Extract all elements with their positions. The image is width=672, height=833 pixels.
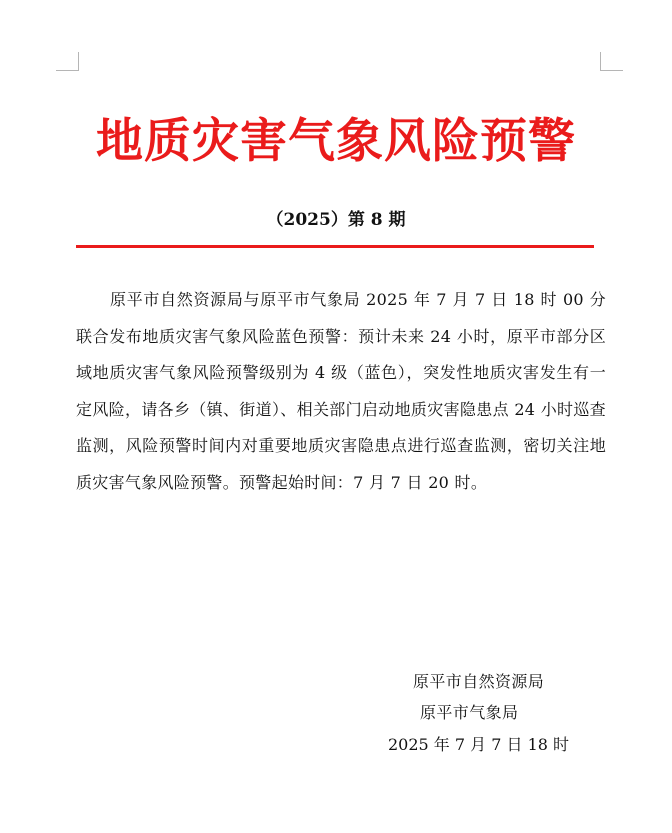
issuer-meteorological-bureau: 原平市气象局 — [420, 703, 519, 722]
document-title: 地质灾害气象风险预警 — [96, 114, 576, 169]
issuer-natural-resources-bureau: 原平市自然资源局 — [413, 672, 545, 691]
warning-body: 原平市自然资源局与原平市气象局 2025 年 7 月 7 日 18 时 00 分联合发布地质灾害气象风险蓝色预警：预计未来 24 小时，原平市部分区域地质灾害气象风险预警级别为 4 级（蓝色），突发性地质灾害发生有一定风险，请各乡（镇、街道）、相关部门启动地质灾害隐患点 24 小时巡查监测，风险预警时间内对重要地质灾害隐患点进行巡查监测，密切关注地质灾害气象风险预警。预警起始时间：7 月 7 日 20 时。 — [76, 290, 606, 492]
red-divider — [76, 245, 594, 248]
issue-number: （2025）第 8 期 — [266, 210, 406, 230]
issue-date: 2025 年 7 月 7 日 18 时 — [388, 735, 570, 754]
crop-mark-top-left — [56, 52, 79, 71]
crop-mark-top-right — [600, 52, 623, 71]
